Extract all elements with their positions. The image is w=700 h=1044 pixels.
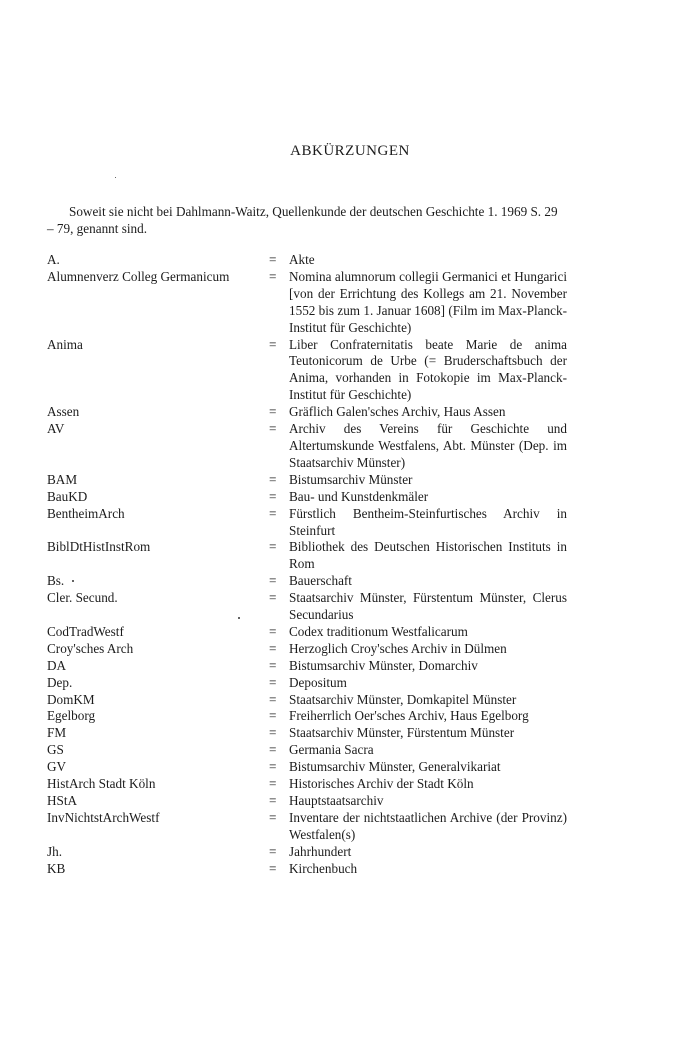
abbreviation-term: GV: [47, 759, 67, 775]
abbreviation-definition: Germania Sacra: [289, 742, 374, 758]
abbreviation-entry: [47, 692, 567, 709]
abbreviation-entry: [47, 759, 567, 776]
abbreviation-term: DA: [47, 657, 67, 673]
equals-sign: =: [269, 421, 277, 437]
intro-paragraph: Soweit sie nicht bei Dahlmann-Waitz, Quellenkunde der deutschen Geschichte 1. 1969 S. 29 – 79, genannt sind.: [47, 204, 558, 236]
equals-sign: =: [269, 488, 277, 504]
equals-sign: =: [269, 793, 277, 808]
abbreviation-entry: [47, 844, 567, 861]
equals-sign: =: [269, 759, 277, 775]
abbreviation-entry: [47, 658, 567, 675]
abbreviation-definition: Herzoglich Croy'sches Archiv in Dülmen: [289, 640, 507, 656]
abbreviation-term: GS: [47, 742, 64, 758]
abbreviation-term: A.: [47, 252, 60, 267]
abbreviation-entry: [47, 506, 567, 540]
abbreviation-definition: Bibliothek des Deutschen Historischen Instituts in Rom: [289, 539, 567, 572]
print-speck: [238, 617, 240, 619]
equals-sign: =: [269, 590, 277, 606]
abbreviation-definition: Staatsarchiv Münster, Domkapitel Münster: [289, 691, 517, 707]
equals-sign: =: [269, 742, 277, 758]
abbreviation-entry: [47, 861, 567, 878]
abbreviation-term: InvNichtstArchWestf: [47, 809, 160, 825]
abbreviation-definition: Bistumsarchiv Münster, Domarchiv: [289, 657, 478, 673]
abbreviation-entry: [47, 624, 567, 641]
abbreviation-definition: Codex traditionum Westfalicarum: [289, 623, 468, 639]
abbreviation-term: CodTradWestf: [47, 623, 124, 639]
abbreviation-term: BauKD: [47, 488, 88, 504]
equals-sign: =: [269, 336, 277, 352]
equals-sign: =: [269, 404, 277, 420]
abbreviation-definition: Fürstlich Bentheim-Steinfurtisches Archiv in Steinfurt: [289, 505, 567, 538]
abbreviation-entry: [47, 793, 567, 810]
abbreviation-definition: Hauptstaatsarchiv: [289, 793, 384, 808]
abbreviation-definition: Depositum: [289, 674, 347, 690]
abbreviation-term: Jh.: [47, 843, 63, 859]
abbreviation-term: Croy'sches Arch: [47, 640, 134, 656]
abbreviation-definition: Liber Confraternitatis beate Marie de anima Teutonicorum de Urbe (= Bruderschaftsbuch der Anima, vorhanden in Fotokopie im Max-Planck-Institut für Geschichte): [289, 336, 567, 403]
abbreviation-term: Dep.: [47, 674, 73, 690]
abbreviation-entry: [47, 252, 567, 269]
equals-sign: =: [269, 640, 277, 656]
abbreviation-term: Bs.: [47, 573, 65, 589]
equals-sign: =: [269, 860, 277, 876]
abbreviation-entry: [47, 421, 567, 472]
abbreviation-term: BentheimArch: [47, 505, 125, 521]
abbreviation-definition: Jahrhundert: [289, 843, 352, 859]
abbreviation-term: AV: [47, 421, 65, 437]
abbreviation-term: Anima: [47, 336, 83, 352]
abbreviation-entry: [47, 539, 567, 573]
equals-sign: =: [269, 252, 277, 267]
equals-sign: =: [269, 708, 277, 724]
abbreviation-entry: [47, 489, 567, 506]
abbreviation-entry: [47, 742, 567, 759]
print-speck: [115, 177, 116, 178]
abbreviation-term: Alumnenverz Colleg Germanicum: [47, 268, 230, 284]
equals-sign: =: [269, 657, 277, 673]
abbreviation-definition: Bistumsarchiv Münster: [289, 471, 413, 487]
abbreviation-term: Egelborg: [47, 708, 96, 724]
abbreviation-list: [47, 252, 567, 878]
abbreviation-term: KB: [47, 860, 66, 876]
abbreviation-term: FM: [47, 725, 67, 741]
equals-sign: =: [269, 691, 277, 707]
abbreviation-definition: Akte: [289, 252, 315, 267]
equals-sign: =: [269, 505, 277, 521]
abbreviation-definition: Gräflich Galen'sches Archiv, Haus Assen: [289, 404, 506, 420]
abbreviation-definition: Kirchenbuch: [289, 860, 358, 876]
abbreviation-entry: [47, 725, 567, 742]
equals-sign: =: [269, 471, 277, 487]
abbreviation-definition: Archiv des Vereins für Geschichte und Altertumskunde Westfalens, Abt. Münster (Dep. im Staatsarchiv Münster): [289, 421, 567, 470]
equals-sign: =: [269, 809, 277, 825]
abbreviation-entry: [47, 590, 567, 624]
abbreviation-term: HistArch Stadt Köln: [47, 776, 156, 792]
abbreviation-term: BAM: [47, 471, 78, 487]
abbreviation-definition: Staatsarchiv Münster, Fürstentum Münster: [289, 725, 515, 741]
abbreviation-entry: [47, 404, 567, 421]
abbreviation-entry: [47, 810, 567, 844]
abbreviation-entry: [47, 337, 567, 405]
equals-sign: =: [269, 539, 277, 555]
abbreviation-definition: Freiherrlich Oer'sches Archiv, Haus Egelborg: [289, 708, 529, 724]
print-speck: [72, 580, 74, 582]
abbreviation-definition: Historisches Archiv der Stadt Köln: [289, 776, 474, 792]
abbreviation-entry: [47, 776, 567, 793]
abbreviation-term: HStA: [47, 793, 78, 808]
abbreviation-definition: Bistumsarchiv Münster, Generalvikariat: [289, 759, 501, 775]
abbreviation-term: Assen: [47, 404, 80, 420]
page-title: ABKÜRZUNGEN: [290, 143, 410, 159]
equals-sign: =: [269, 268, 277, 284]
equals-sign: =: [269, 573, 277, 589]
abbreviation-entry: [47, 269, 567, 337]
abbreviation-definition: Staatsarchiv Münster, Fürstentum Münster, Clerus Secundarius: [289, 590, 567, 623]
abbreviation-term: BiblDtHistInstRom: [47, 539, 151, 555]
abbreviation-definition: Nomina alumnorum collegii Germanici et Hungarici [von der Errichtung des Kollegs am 21. November 1552 bis zum 1. Januar 1608] (Film im Max-Planck-Institut für Geschichte): [289, 268, 567, 335]
abbreviation-definition: Bau- und Kunstdenkmäler: [289, 488, 429, 504]
equals-sign: =: [269, 776, 277, 792]
equals-sign: =: [269, 725, 277, 741]
abbreviation-entry: [47, 641, 567, 658]
equals-sign: =: [269, 674, 277, 690]
equals-sign: =: [269, 843, 277, 859]
equals-sign: =: [269, 623, 277, 639]
abbreviation-entry: [47, 675, 567, 692]
abbreviation-definition: Inventare der nichtstaatlichen Archive (der Provinz) Westfalen(s): [289, 809, 567, 842]
abbreviation-term: DomKM: [47, 691, 95, 707]
abbreviation-definition: Bauerschaft: [289, 573, 352, 589]
abbreviation-entry: [47, 573, 567, 590]
abbreviation-entry: [47, 708, 567, 725]
abbreviation-entry: [47, 472, 567, 489]
abbreviation-term: Cler. Secund.: [47, 590, 118, 606]
